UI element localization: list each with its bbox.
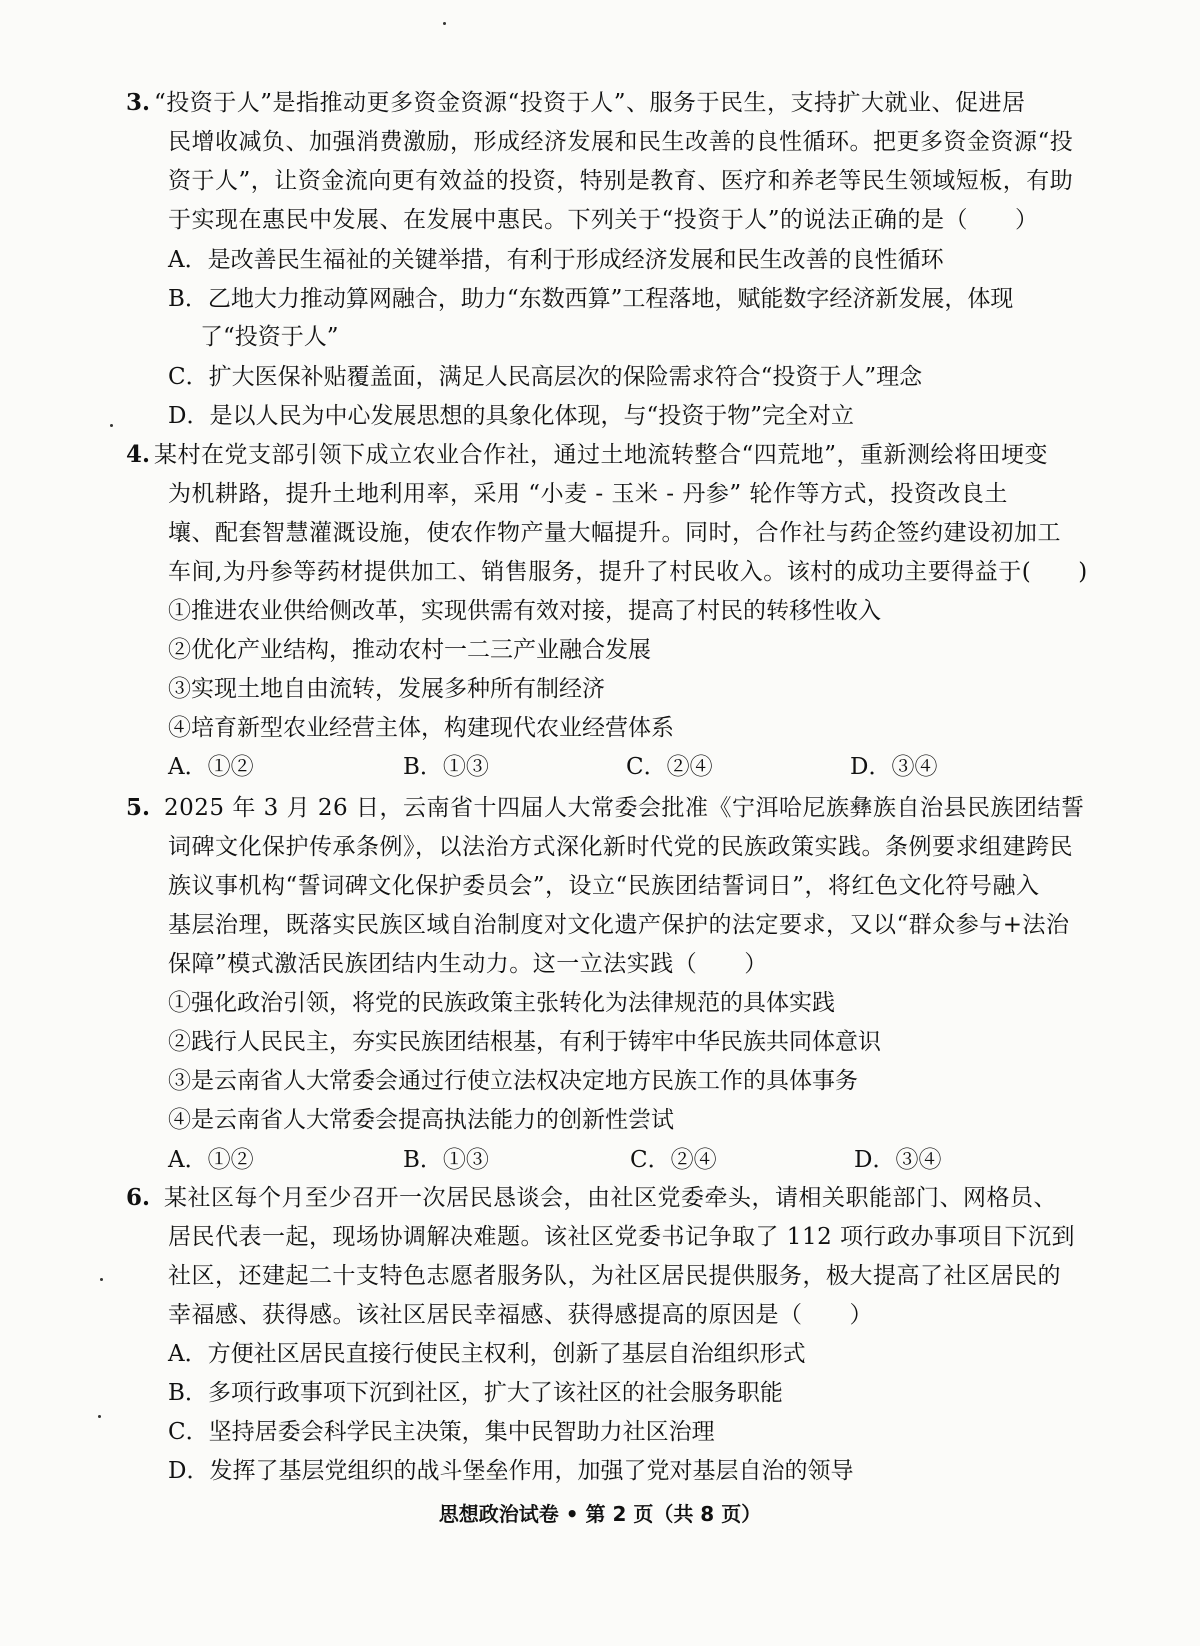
question-number: 5. bbox=[126, 794, 151, 821]
statement-4: ④是云南省人大常委会提高执法能力的创新性尝试 bbox=[168, 1107, 674, 1133]
question-text-line: 族议事机构“誓词碑文化保护委员会”，设立“民族团结誓词日”，将红色文化符号融入 bbox=[168, 873, 1040, 899]
option-d: D．发挥了基层党组织的战斗堡垒作用，加强了党对基层自治的领导 bbox=[168, 1458, 854, 1484]
question-text-line: 保障”模式激活民族团结内生动力。这一立法实践（ ） bbox=[168, 951, 768, 977]
option-b: B．多项行政事项下沉到社区，扩大了该社区的社会服务职能 bbox=[168, 1380, 783, 1406]
question-text-line: 基层治理，既落实民族区域自治制度对文化遗产保护的法定要求，又以“群众参与+法治 bbox=[168, 912, 1070, 938]
question-text-line: 幸福感、获得感。该社区居民幸福感、获得感提高的原因是（ ） bbox=[168, 1302, 873, 1328]
question-text-line: “投资于人”是指推动更多资金资源“投资于人”、服务于民生，支持扩大就业、促进居 bbox=[154, 90, 1026, 116]
question-text-line: 于实现在惠民中发展、在发展中惠民。下列关于“投资于人”的说法正确的是（ ） bbox=[168, 207, 1039, 233]
question-text-line: 社区，还建起二十支特色志愿者服务队，为社区居民提供服务，极大提高了社区居民的 bbox=[168, 1263, 1061, 1289]
option-a: A．是改善民生福祉的关键举措，有利于形成经济发展和民生改善的良性循环 bbox=[168, 247, 944, 273]
question-number: 4. bbox=[126, 441, 151, 468]
option-a: A．方便社区居民直接行使民主权利，创新了基层自治组织形式 bbox=[168, 1341, 806, 1367]
scan-speck bbox=[100, 1278, 103, 1281]
statement-1: ①强化政治引领，将党的民族政策主张转化为法律规范的具体实践 bbox=[168, 990, 835, 1016]
question-text-line: 某社区每个月至少召开一次居民恳谈会，由社区党委牵头，请相关职能部门、网格员、 bbox=[164, 1185, 1057, 1211]
statement-2: ②优化产业结构，推动农村一二三产业融合发展 bbox=[168, 637, 651, 663]
statement-4: ④培育新型农业经营主体，构建现代农业经营体系 bbox=[168, 715, 674, 741]
option-b: B．乙地大力推动算网融合，助力“东数西算”工程落地，赋能数字经济新发展，体现 bbox=[168, 286, 1014, 312]
question-text-line: 壤、配套智慧灌溉设施，使农作物产量大幅提升。同时，合作社与药企签约建设初加工 bbox=[168, 520, 1061, 546]
statement-2: ②践行人民民主，夯实民族团结根基，有利于铸牢中华民族共同体意识 bbox=[168, 1029, 881, 1055]
scan-speck bbox=[443, 22, 446, 25]
choice-a: A．①② bbox=[168, 1147, 254, 1173]
statement-1: ①推进农业供给侧改革，实现供需有效对接，提高了村民的转移性收入 bbox=[168, 598, 881, 624]
option-c: C．扩大医保补贴覆盖面，满足人民高层次的保险需求符合“投资于人”理念 bbox=[168, 364, 923, 390]
option-b-continued: 了“投资于人” bbox=[200, 324, 339, 350]
option-c: C．坚持居委会科学民主决策，集中民智助力社区治理 bbox=[168, 1419, 715, 1445]
choice-c: C．②④ bbox=[630, 1147, 717, 1173]
question-text-line: 居民代表一起，现场协调解决难题。该社区党委书记争取了 112 项行政办事项目下沉到 bbox=[168, 1224, 1076, 1250]
question-text-line: 资于人”，让资金流向更有效益的投资，特别是教育、医疗和养老等民生领域短板，有助 bbox=[168, 168, 1074, 194]
page-footer: 思想政治试卷 • 第 2 页（共 8 页） bbox=[438, 1502, 762, 1526]
question-number: 3. bbox=[126, 89, 151, 116]
question-text-line: 车间,为丹参等药材提供加工、销售服务，提升了村民收入。该村的成功主要得益于( ) bbox=[168, 559, 1088, 585]
choice-d: D．③④ bbox=[854, 1147, 942, 1173]
choice-b: B．①③ bbox=[403, 1147, 489, 1173]
question-text-line: 民增收减负、加强消费激励，形成经济发展和民生改善的良性循环。把更多资金资源“投 bbox=[168, 129, 1074, 155]
scan-speck bbox=[110, 424, 113, 427]
question-text-line: 某村在党支部引领下成立农业合作社，通过土地流转整合“四荒地”，重新测绘将田埂变 bbox=[154, 442, 1049, 468]
option-d: D．是以人民为中心发展思想的具象化体现，与“投资于物”完全对立 bbox=[168, 403, 854, 429]
choice-a: A．①② bbox=[168, 754, 254, 780]
choice-b: B．①③ bbox=[403, 754, 489, 780]
question-text-line: 2025 年 3 月 26 日，云南省十四届人大常委会批准《宁洱哈尼族彝族自治县民族团结誓 bbox=[164, 795, 1085, 821]
question-number: 6. bbox=[126, 1184, 151, 1211]
question-text-line: 词碑文化保护传承条例》，以法治方式深化新时代党的民族政策实践。条例要求组建跨民 bbox=[168, 834, 1073, 860]
statement-3: ③实现土地自由流转，发展多种所有制经济 bbox=[168, 676, 605, 702]
scan-speck bbox=[98, 1415, 101, 1418]
question-text-line: 为机耕路，提升土地利用率，采用 “小麦 - 玉米 - 丹参” 轮作等方式，投资改良土 bbox=[168, 481, 1008, 507]
choice-d: D．③④ bbox=[850, 754, 938, 780]
choice-c: C．②④ bbox=[626, 754, 713, 780]
statement-3: ③是云南省人大常委会通过行使立法权决定地方民族工作的具体事务 bbox=[168, 1068, 858, 1094]
